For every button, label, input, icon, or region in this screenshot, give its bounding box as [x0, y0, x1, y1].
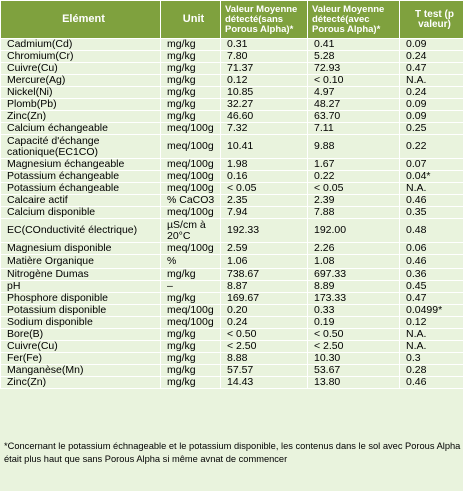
cell-element: Potassium échangeable — [1, 183, 161, 195]
table-row — [1, 39, 463, 51]
table-row — [1, 353, 463, 365]
table-row — [1, 87, 463, 99]
cell-element: Fer(Fe) — [1, 353, 161, 365]
cell-with: 2.26 — [308, 243, 400, 255]
cell-p-value: 0.12 — [400, 317, 463, 329]
cell-element: Cuivre(Cu) — [1, 63, 161, 75]
cell-unit: meq/100g — [161, 159, 221, 171]
cell-element: Chromium(Cr) — [1, 51, 161, 63]
table-row — [1, 111, 463, 123]
cell-p-value: 0.48 — [400, 219, 463, 243]
cell-unit: mg/kg — [161, 87, 221, 99]
cell-p-value: N.A. — [400, 183, 463, 195]
table-row — [1, 255, 463, 269]
table-row — [1, 123, 463, 135]
cell-without: 738.67 — [221, 269, 308, 281]
cell-without: 7.80 — [221, 51, 308, 63]
cell-without: 10.41 — [221, 135, 308, 159]
cell-without: 8.88 — [221, 353, 308, 365]
cell-element: Zinc(Zn) — [1, 111, 161, 123]
cell-p-value: N.A. — [400, 329, 463, 341]
cell-with: 697.33 — [308, 269, 400, 281]
cell-unit: meq/100g — [161, 207, 221, 219]
header-without-porous-alpha: Valeur Moyenne détecté(sans Porous Alpha)* — [221, 1, 308, 39]
cell-p-value: 0.28 — [400, 365, 463, 377]
cell-element: Nitrogène Dumas — [1, 269, 161, 281]
cell-with: 0.33 — [308, 305, 400, 317]
cell-p-value: 0.22 — [400, 135, 463, 159]
cell-p-value: 0.09 — [400, 39, 463, 51]
cell-p-value: 0.25 — [400, 123, 463, 135]
cell-unit: % CaCO3 — [161, 195, 221, 207]
cell-element: Phosphore disponible — [1, 293, 161, 305]
cell-unit: mg/kg — [161, 341, 221, 353]
cell-with: 53.67 — [308, 365, 400, 377]
cell-with: 13.80 — [308, 377, 400, 389]
cell-unit: % — [161, 255, 221, 269]
cell-without: 0.31 — [221, 39, 308, 51]
header-with-porous-alpha: Valeur Moyenne détecté(avec Porous Alpha)* — [308, 1, 400, 39]
cell-p-value: N.A. — [400, 75, 463, 87]
cell-p-value: 0.07 — [400, 159, 463, 171]
cell-element: Bore(B) — [1, 329, 161, 341]
cell-without: 169.67 — [221, 293, 308, 305]
cell-without: 32.27 — [221, 99, 308, 111]
cell-p-value: 0.04* — [400, 171, 463, 183]
table-row — [1, 159, 463, 171]
cell-p-value: N.A. — [400, 341, 463, 353]
cell-element: Magnesium disponible — [1, 243, 161, 255]
cell-unit: mg/kg — [161, 329, 221, 341]
cell-with: < 0.05 — [308, 183, 400, 195]
table-row — [1, 75, 463, 87]
cell-element: Potassium disponible — [1, 305, 161, 317]
table-row — [1, 183, 463, 195]
cell-without: 2.35 — [221, 195, 308, 207]
table-row — [1, 135, 463, 159]
cell-unit: mg/kg — [161, 293, 221, 305]
cell-unit: meq/100g — [161, 135, 221, 159]
cell-without: 46.60 — [221, 111, 308, 123]
cell-without: 7.94 — [221, 207, 308, 219]
cell-p-value: 0.36 — [400, 269, 463, 281]
cell-without: < 0.05 — [221, 183, 308, 195]
header-t-test: T test (p valeur) — [400, 1, 463, 39]
cell-without: 8.87 — [221, 281, 308, 293]
cell-without: < 0.50 — [221, 329, 308, 341]
cell-without: 14.43 — [221, 377, 308, 389]
cell-p-value: 0.47 — [400, 63, 463, 75]
cell-with: < 2.50 — [308, 341, 400, 353]
table-row — [1, 63, 463, 75]
cell-p-value: 0.06 — [400, 243, 463, 255]
cell-element: Mercure(Ag) — [1, 75, 161, 87]
cell-element: Calcaire actif — [1, 195, 161, 207]
table-row — [1, 329, 463, 341]
cell-unit: mg/kg — [161, 99, 221, 111]
table-header-row — [1, 1, 463, 39]
cell-without: < 2.50 — [221, 341, 308, 353]
cell-unit: mg/kg — [161, 75, 221, 87]
cell-element: Capacité d'échange cationique(EC1CO) — [1, 135, 161, 159]
cell-with: 72.93 — [308, 63, 400, 75]
cell-with: 2.39 — [308, 195, 400, 207]
cell-element: Plomb(Pb) — [1, 99, 161, 111]
cell-with: 0.41 — [308, 39, 400, 51]
cell-element: Nickel(Ni) — [1, 87, 161, 99]
cell-unit: meq/100g — [161, 123, 221, 135]
table-row — [1, 281, 463, 293]
cell-without: 7.32 — [221, 123, 308, 135]
cell-element: Manganèse(Mn) — [1, 365, 161, 377]
cell-p-value: 0.0499* — [400, 305, 463, 317]
cell-with: 9.88 — [308, 135, 400, 159]
cell-element: Sodium disponible — [1, 317, 161, 329]
cell-unit: meq/100g — [161, 317, 221, 329]
cell-with: 48.27 — [308, 99, 400, 111]
cell-p-value: 0.46 — [400, 377, 463, 389]
cell-element: Potassium échangeable — [1, 171, 161, 183]
cell-element: Cadmium(Cd) — [1, 39, 161, 51]
cell-unit: mg/kg — [161, 111, 221, 123]
cell-with: 63.70 — [308, 111, 400, 123]
cell-with: < 0.10 — [308, 75, 400, 87]
cell-with: 1.67 — [308, 159, 400, 171]
cell-p-value: 0.46 — [400, 255, 463, 269]
cell-with: 7.88 — [308, 207, 400, 219]
cell-unit: meq/100g — [161, 305, 221, 317]
cell-with: 173.33 — [308, 293, 400, 305]
cell-without: 71.37 — [221, 63, 308, 75]
footnote: *Concernant le potassium échnageable et le potassium disponible, les contenus dans le sol avec Porous Alpha était plus haut que sans Porous Alpha si même avnat de commencer — [4, 441, 461, 464]
table-row — [1, 207, 463, 219]
cell-element: Matière Organique — [1, 255, 161, 269]
cell-without: 0.16 — [221, 171, 308, 183]
cell-unit: mg/kg — [161, 63, 221, 75]
cell-with: 5.28 — [308, 51, 400, 63]
cell-unit: meq/100g — [161, 243, 221, 255]
cell-unit: mg/kg — [161, 365, 221, 377]
table-row — [1, 269, 463, 281]
cell-p-value: 0.3 — [400, 353, 463, 365]
cell-with: 4.97 — [308, 87, 400, 99]
cell-unit: µS/cm à 20°C — [161, 219, 221, 243]
table-row — [1, 341, 463, 353]
table-row — [1, 305, 463, 317]
cell-without: 2.59 — [221, 243, 308, 255]
header-element: Elément — [1, 1, 161, 39]
cell-with: < 0.50 — [308, 329, 400, 341]
cell-p-value: 0.45 — [400, 281, 463, 293]
cell-p-value: 0.09 — [400, 99, 463, 111]
cell-unit: meq/100g — [161, 171, 221, 183]
cell-unit: mg/kg — [161, 377, 221, 389]
cell-p-value: 0.35 — [400, 207, 463, 219]
cell-without: 1.98 — [221, 159, 308, 171]
cell-p-value: 0.24 — [400, 51, 463, 63]
cell-without: 57.57 — [221, 365, 308, 377]
table-row — [1, 243, 463, 255]
cell-with: 7.11 — [308, 123, 400, 135]
cell-element: Cuivre(Cu) — [1, 341, 161, 353]
table-body — [1, 39, 463, 389]
table-row — [1, 195, 463, 207]
table-row — [1, 377, 463, 389]
cell-element: EC(COnductivité électrique) — [1, 219, 161, 243]
cell-with: 1.08 — [308, 255, 400, 269]
cell-element: Zinc(Zn) — [1, 377, 161, 389]
cell-p-value: 0.47 — [400, 293, 463, 305]
table-row — [1, 293, 463, 305]
table-row — [1, 317, 463, 329]
table-row — [1, 51, 463, 63]
cell-unit: mg/kg — [161, 51, 221, 63]
table-row — [1, 365, 463, 377]
table-row — [1, 171, 463, 183]
cell-without: 192.33 — [221, 219, 308, 243]
cell-with: 0.22 — [308, 171, 400, 183]
cell-p-value: 0.24 — [400, 87, 463, 99]
cell-unit: – — [161, 281, 221, 293]
cell-without: 10.85 — [221, 87, 308, 99]
cell-with: 10.30 — [308, 353, 400, 365]
cell-element: Calcium échangeable — [1, 123, 161, 135]
cell-unit: mg/kg — [161, 353, 221, 365]
cell-with: 8.89 — [308, 281, 400, 293]
cell-unit: mg/kg — [161, 39, 221, 51]
cell-with: 0.19 — [308, 317, 400, 329]
cell-without: 0.12 — [221, 75, 308, 87]
cell-element: Magnesium échangeable — [1, 159, 161, 171]
cell-without: 1.06 — [221, 255, 308, 269]
table-row — [1, 99, 463, 111]
cell-element: Calcium disponible — [1, 207, 161, 219]
cell-p-value: 0.46 — [400, 195, 463, 207]
cell-with: 192.00 — [308, 219, 400, 243]
table-row — [1, 219, 463, 243]
cell-unit: meq/100g — [161, 183, 221, 195]
cell-without: 0.20 — [221, 305, 308, 317]
cell-p-value: 0.09 — [400, 111, 463, 123]
header-unit: Unit — [161, 1, 221, 39]
cell-element: pH — [1, 281, 161, 293]
cell-without: 0.24 — [221, 317, 308, 329]
cell-unit: mg/kg — [161, 269, 221, 281]
